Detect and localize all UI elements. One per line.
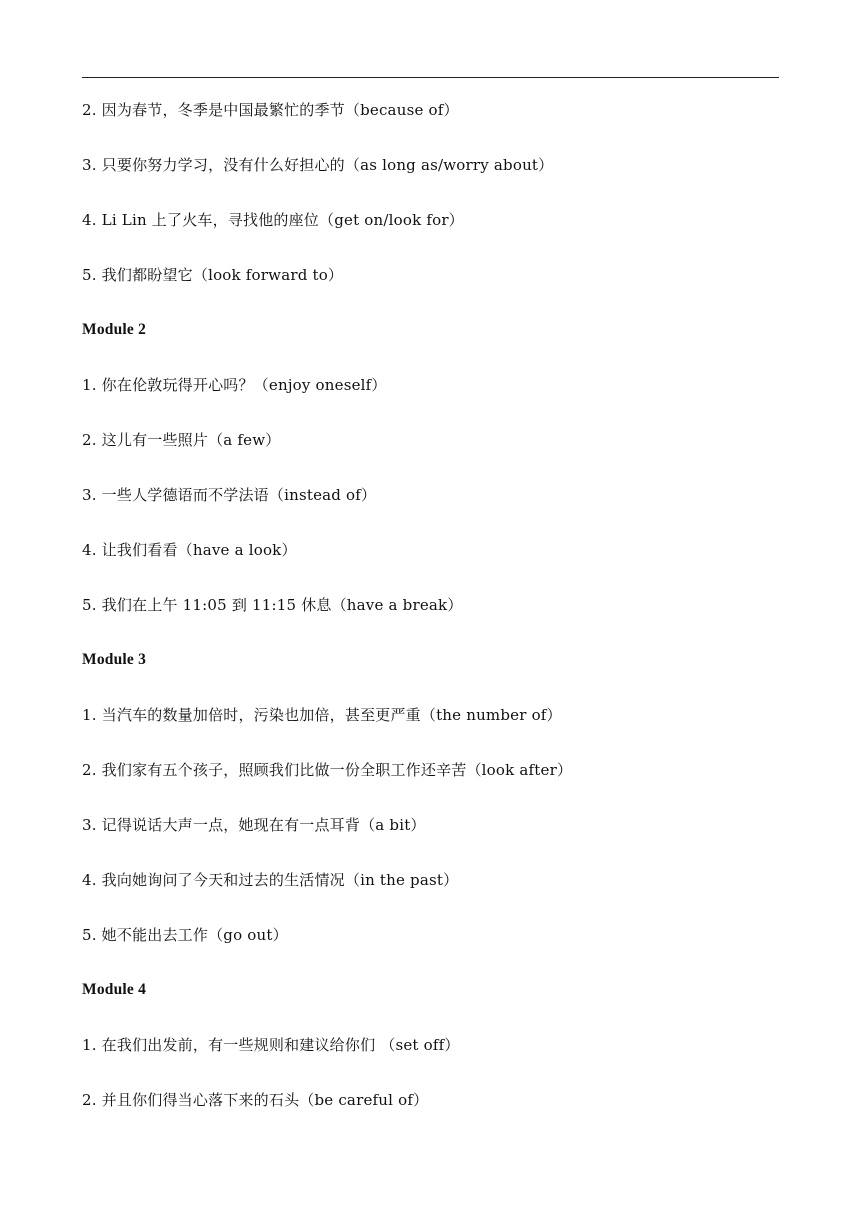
exercise-line: 3. 记得说话大声一点，她现在有一点耳背（a bit） <box>82 816 426 834</box>
module-heading: Module 4 <box>82 981 147 998</box>
exercise-line: 2. 这儿有一些照片（a few） <box>82 431 281 449</box>
exercise-line: 2. 我们家有五个孩子，照顾我们比做一份全职工作还辛苦（look after） <box>82 761 573 779</box>
exercise-line: 5. 她不能出去工作（go out） <box>82 926 288 944</box>
exercise-line: 3. 一些人学德语而不学法语（instead of） <box>82 486 377 504</box>
exercise-line: 4. 让我们看看（have a look） <box>82 541 297 559</box>
exercise-line: 5. 我们在上午 11:05 到 11:15 休息（have a break） <box>82 596 463 614</box>
module-heading: Module 2 <box>82 321 147 338</box>
exercise-line: 1. 你在伦敦玩得开心吗？（enjoy oneself） <box>82 376 387 394</box>
exercise-line: 5. 我们都盼望它（look forward to） <box>82 266 344 284</box>
header-rule <box>82 77 779 78</box>
exercise-line: 3. 只要你努力学习，没有什么好担心的（as long as/worry about） <box>82 156 554 174</box>
document-body <box>82 95 779 1140</box>
exercise-line: 2. 并且你们得当心落下来的石头（be careful of） <box>82 1091 429 1109</box>
exercise-line: 4. Li Lin 上了火车，寻找他的座位（get on/look for） <box>82 211 464 229</box>
exercise-line: 1. 当汽车的数量加倍时，污染也加倍，甚至更严重（the number of） <box>82 706 562 724</box>
exercise-line: 2. 因为春节，冬季是中国最繁忙的季节（because of） <box>82 101 459 119</box>
exercise-line: 4. 我向她询问了今天和过去的生活情况（in the past） <box>82 871 459 889</box>
exercise-line: 1. 在我们出发前，有一些规则和建议给你们 （set off） <box>82 1036 460 1054</box>
module-heading: Module 3 <box>82 651 147 668</box>
